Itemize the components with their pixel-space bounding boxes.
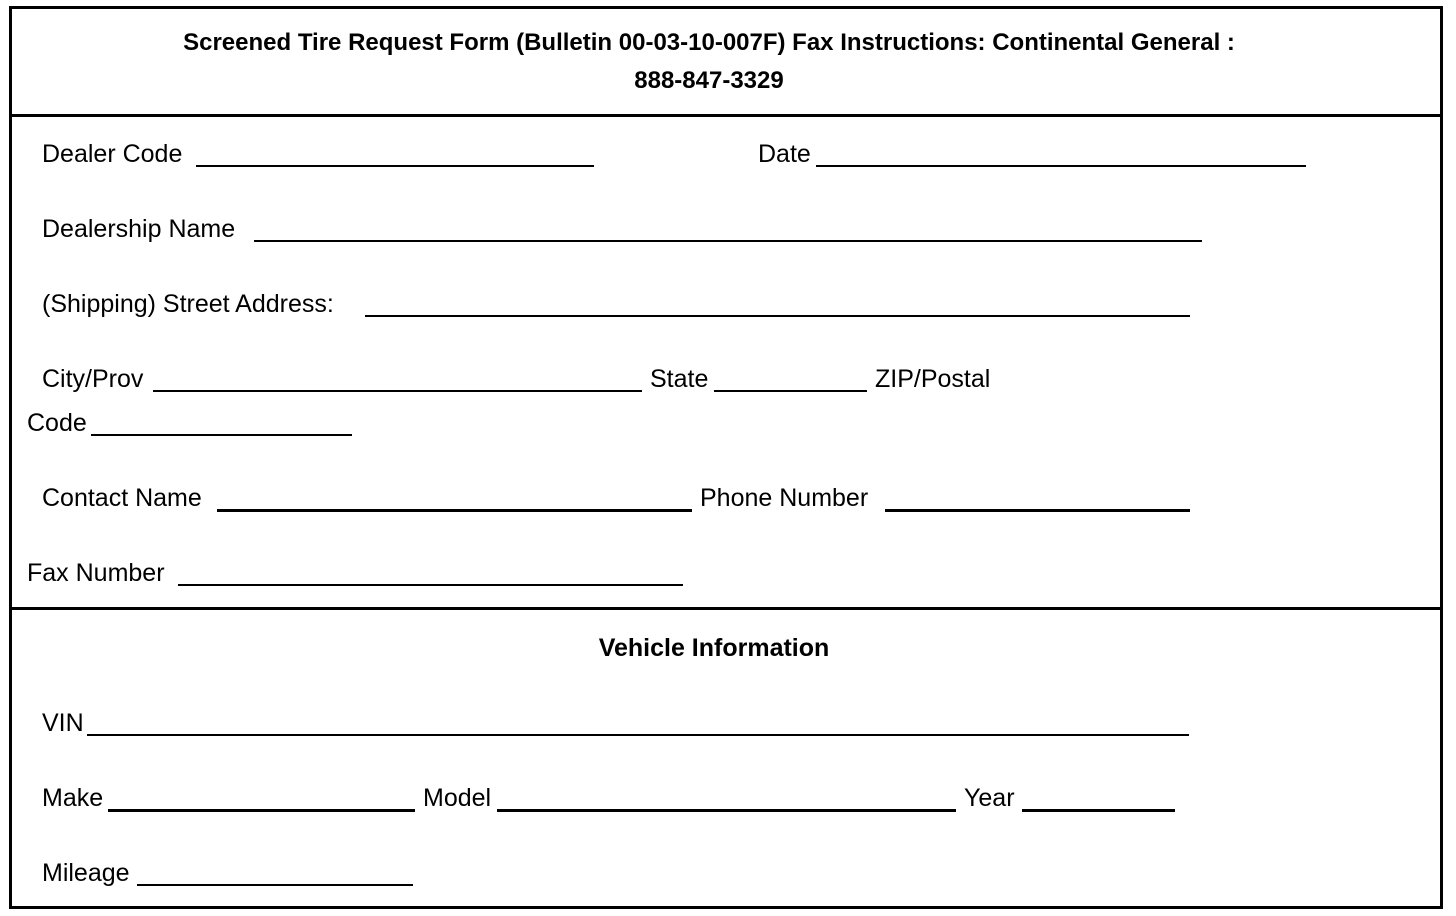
- dealership-name-field[interactable]: [254, 240, 1202, 242]
- form-title: Screened Tire Request Form (Bulletin 00-03-10-007F) Fax Instructions: Continental General :: [183, 29, 1235, 56]
- contact-name-label: Contact Name: [42, 484, 202, 512]
- dealer-code-label: Dealer Code: [42, 140, 183, 168]
- model-label: Model: [423, 784, 492, 812]
- phone-number-label: Phone Number: [700, 484, 869, 512]
- phone-number-field[interactable]: [885, 509, 1190, 512]
- zip-label-continued: Code: [27, 409, 87, 437]
- state-label: State: [650, 365, 709, 393]
- model-field[interactable]: [497, 809, 956, 812]
- date-field[interactable]: [816, 165, 1306, 167]
- zip-field[interactable]: [91, 434, 352, 436]
- date-label: Date: [758, 140, 811, 168]
- make-label: Make: [42, 784, 104, 812]
- fax-number-label: Fax Number: [27, 559, 165, 587]
- contact-name-field[interactable]: [217, 509, 692, 512]
- make-field[interactable]: [108, 809, 415, 812]
- street-address-label: (Shipping) Street Address:: [42, 290, 334, 318]
- vehicle-information-heading: Vehicle Information: [598, 634, 830, 662]
- header-divider: [9, 114, 1443, 117]
- vin-field[interactable]: [87, 734, 1189, 736]
- city-field[interactable]: [153, 390, 642, 392]
- form-frame: [9, 6, 1443, 909]
- mileage-field[interactable]: [137, 884, 413, 886]
- zip-label: ZIP/Postal: [875, 365, 991, 393]
- dealer-code-field[interactable]: [196, 165, 594, 167]
- mileage-label: Mileage: [42, 859, 130, 887]
- state-field[interactable]: [714, 390, 867, 392]
- fax-number-title: 888-847-3329: [634, 67, 784, 94]
- vin-label: VIN: [42, 709, 84, 737]
- section-divider: [9, 607, 1443, 610]
- dealership-name-label: Dealership Name: [42, 215, 236, 243]
- city-label: City/Prov: [42, 365, 144, 393]
- street-address-field[interactable]: [365, 315, 1190, 317]
- year-label: Year: [964, 784, 1015, 812]
- fax-number-field[interactable]: [178, 584, 683, 586]
- year-field[interactable]: [1022, 809, 1175, 812]
